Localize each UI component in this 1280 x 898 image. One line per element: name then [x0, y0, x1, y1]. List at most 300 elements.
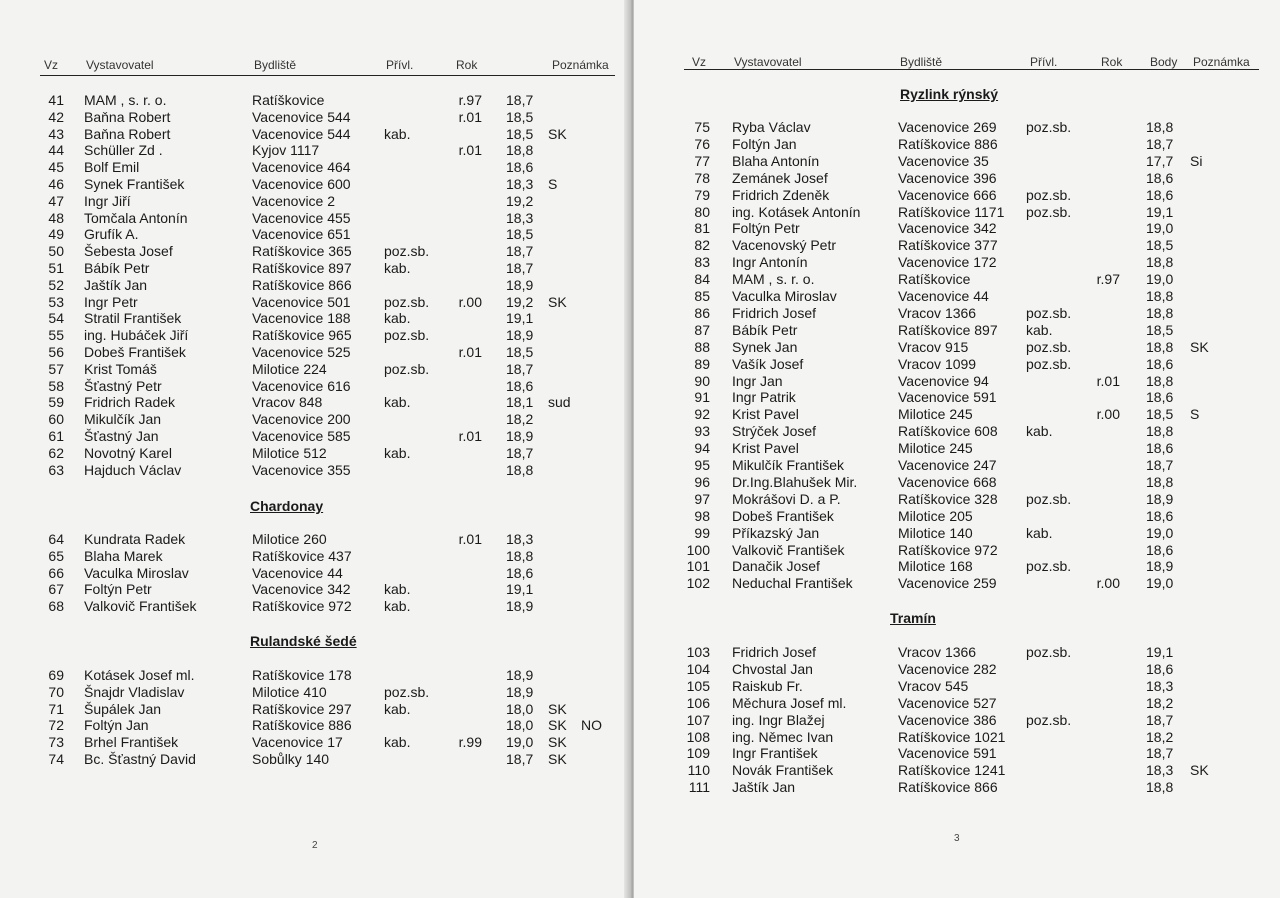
table-row — [634, 678, 1280, 695]
entry-number: 105 — [686, 677, 710, 694]
table-row — [634, 440, 1280, 457]
exhibitor-name: Strýček Josef — [732, 423, 817, 440]
table-row — [634, 271, 1280, 288]
residence: Vacenovice 342 — [252, 581, 351, 598]
note: SK — [548, 717, 567, 734]
score: 18,9 — [1146, 558, 1174, 575]
entry-number: 76 — [694, 135, 710, 152]
attribute: kab. — [384, 310, 411, 327]
score: 18,7 — [506, 360, 534, 377]
header-attr: Přívl. — [1030, 55, 1058, 69]
table-row — [0, 159, 630, 176]
entry-number: 51 — [48, 260, 64, 276]
residence: Ratíškovice 437 — [252, 547, 352, 564]
exhibitor-name: ing. Hubáček Jiří — [84, 327, 189, 344]
entry-number: 61 — [48, 428, 64, 444]
residence: Vacenovice 247 — [898, 457, 997, 473]
residence: Vacenovice 396 — [898, 169, 997, 186]
table-row — [0, 581, 630, 598]
score: 18,7 — [506, 751, 534, 767]
exhibitor-name: Blaha Antonín — [732, 152, 820, 169]
table-row — [0, 277, 630, 294]
entry-number: 68 — [48, 598, 64, 615]
residence: Ratíškovice 972 — [898, 541, 998, 558]
score: 18,8 — [1146, 119, 1174, 135]
residence: Ratíškovice 965 — [252, 327, 352, 344]
exhibitor-name: Foltýn Petr — [84, 581, 152, 598]
header-year: Rok — [1101, 55, 1123, 69]
vintage: r.01 — [1096, 372, 1120, 389]
entry-number: 96 — [694, 473, 710, 490]
vintage: r.00 — [458, 293, 482, 310]
attribute: poz.sb. — [1026, 644, 1072, 660]
residence: Vacenovice 527 — [898, 694, 997, 711]
score: 18,1 — [506, 394, 534, 411]
score: 19,2 — [506, 293, 534, 310]
score: 18,7 — [506, 444, 534, 461]
exhibitor-name: Dobeš František — [84, 344, 186, 360]
exhibitor-name: Chvostal Jan — [732, 660, 813, 677]
entry-number: 92 — [694, 406, 710, 423]
exhibitor-name: Valkovič František — [84, 598, 197, 615]
score: 17,7 — [1146, 152, 1174, 169]
residence: Vacenovice 188 — [252, 310, 351, 327]
entry-number: 106 — [686, 694, 710, 711]
entry-number: 101 — [686, 558, 710, 575]
score: 18,3 — [1146, 677, 1174, 694]
entry-number: 63 — [48, 461, 64, 478]
table-row — [0, 445, 630, 462]
table-row — [634, 661, 1280, 678]
table-row — [634, 779, 1280, 796]
attribute: poz.sb. — [1026, 119, 1072, 135]
residence: Vacenovice 386 — [898, 711, 997, 728]
header-attr: Přívl. — [386, 58, 414, 72]
score: 18,6 — [1146, 507, 1174, 524]
attribute: kab. — [1026, 524, 1053, 541]
residence: Ratíškovice — [252, 92, 325, 108]
exhibitor-name: Novotný Karel — [84, 444, 172, 461]
exhibitor-name: Bolf Emil — [84, 159, 140, 176]
exhibitor-name: Šťastný Jan — [84, 428, 159, 444]
entry-number: 54 — [48, 310, 64, 327]
score: 18,3 — [506, 209, 534, 226]
score: 18,5 — [1146, 237, 1174, 254]
entry-number: 108 — [686, 728, 710, 745]
score: 19,1 — [1146, 203, 1174, 220]
table-row — [634, 695, 1280, 712]
header-exhibitor: Vystavovatel — [86, 58, 154, 72]
exhibitor-name: Vašík Josef — [732, 355, 804, 372]
entry-number: 67 — [48, 581, 64, 598]
exhibitor-name: Vacenovský Petr — [732, 237, 837, 254]
entry-number: 77 — [694, 152, 710, 169]
table-row — [634, 644, 1280, 661]
score: 18,6 — [506, 377, 534, 394]
residence: Vacenovice 666 — [898, 186, 997, 203]
exhibitor-name: Blaha Marek — [84, 547, 163, 564]
page-left — [0, 0, 630, 898]
exhibitor-name: Fridrich Josef — [732, 304, 817, 321]
attribute: kab. — [384, 444, 411, 461]
entry-number: 60 — [48, 411, 64, 428]
residence: Vacenovice 269 — [898, 119, 997, 135]
entry-number: 78 — [694, 169, 710, 186]
score: 18,8 — [1146, 338, 1174, 355]
score: 19,1 — [506, 581, 534, 598]
exhibitor-name: Ingr František — [732, 745, 818, 762]
vintage: r.01 — [458, 428, 482, 444]
residence: Vacenovice 544 — [252, 125, 351, 142]
vintage: r.00 — [1096, 406, 1120, 423]
residence: Vacenovice 525 — [252, 344, 351, 360]
residence: Ratíškovice 866 — [898, 779, 998, 796]
note: SK — [548, 293, 567, 310]
exhibitor-name: Raiskub Fr. — [732, 677, 803, 694]
table-row — [634, 745, 1280, 762]
exhibitor-name: Stratil František — [84, 310, 182, 327]
exhibitor-name: Šebesta Josef — [84, 243, 173, 260]
score: 18,3 — [506, 176, 534, 192]
table-row — [634, 373, 1280, 390]
score: 18,8 — [1146, 254, 1174, 271]
residence: Vacenovice 94 — [898, 372, 989, 389]
entry-number: 86 — [694, 304, 710, 321]
exhibitor-name: Novák František — [732, 762, 834, 779]
page-right — [634, 0, 1280, 898]
score: 18,8 — [1146, 473, 1174, 490]
attribute: poz.sb. — [1026, 338, 1072, 355]
attribute: poz.sb. — [1026, 304, 1072, 321]
score: 18,6 — [1146, 186, 1174, 203]
header-year: Rok — [456, 58, 478, 72]
table-row — [0, 462, 630, 479]
score: 18,8 — [506, 142, 534, 159]
exhibitor-name: Ingr Petr — [84, 293, 138, 310]
entry-number: 73 — [48, 734, 64, 751]
note: Si — [1190, 152, 1203, 169]
exhibitor-name: Foltýn Jan — [732, 135, 797, 152]
entry-number: 79 — [694, 186, 710, 203]
table-row — [0, 565, 630, 582]
exhibitor-name: Fridrich Zdeněk — [732, 186, 830, 203]
table-row — [634, 204, 1280, 221]
score: 18,5 — [506, 125, 534, 142]
table-row — [0, 684, 630, 701]
exhibitor-name: MAM , s. r. o. — [732, 271, 815, 288]
residence: Ratíškovice 377 — [898, 237, 998, 254]
note-extra: NO — [581, 717, 602, 734]
note: SK — [548, 751, 567, 767]
section-heading: Tramín — [890, 610, 936, 626]
attribute: poz.sb. — [384, 360, 430, 377]
table-row — [634, 491, 1280, 508]
exhibitor-name: Fridrich Josef — [732, 644, 817, 660]
vintage: r.97 — [1096, 271, 1120, 288]
note: SK — [1190, 762, 1209, 779]
score: 18,5 — [506, 344, 534, 360]
score: 18,2 — [1146, 728, 1174, 745]
residence: Ratíškovice 178 — [252, 667, 352, 683]
attribute: kab. — [384, 394, 411, 411]
table-row — [634, 474, 1280, 491]
exhibitor-name: Foltýn Petr — [732, 220, 800, 237]
entry-number: 102 — [686, 575, 710, 592]
table-row — [0, 361, 630, 378]
table-row — [634, 288, 1280, 305]
score: 18,9 — [506, 598, 534, 615]
residence: Sobůlky 140 — [252, 751, 330, 767]
residence: Vacenovice 668 — [898, 473, 997, 490]
exhibitor-name: Dobeš František — [732, 507, 834, 524]
exhibitor-name: Příkazský Jan — [732, 524, 820, 541]
entry-number: 90 — [694, 372, 710, 389]
score: 18,8 — [1146, 423, 1174, 440]
entry-number: 57 — [48, 360, 64, 377]
table-row — [0, 734, 630, 751]
entry-number: 45 — [48, 159, 64, 176]
residence: Milotice 260 — [252, 531, 327, 547]
score: 19,1 — [1146, 644, 1174, 660]
exhibitor-name: Šťastný Petr — [84, 377, 162, 394]
note: SK — [548, 700, 567, 717]
header-vz: Vz — [44, 58, 59, 72]
score: 19,0 — [1146, 575, 1174, 592]
table-row — [634, 575, 1280, 592]
residence: Milotice 205 — [898, 507, 973, 524]
exhibitor-name: Synek Jan — [732, 338, 798, 355]
vintage: r.01 — [458, 108, 482, 125]
residence: Vracov 1366 — [898, 644, 977, 660]
note: S — [1190, 406, 1200, 423]
attribute: kab. — [384, 598, 411, 615]
entry-number: 48 — [48, 209, 64, 226]
page-number: 3 — [954, 833, 960, 844]
score: 18,9 — [1146, 490, 1174, 507]
entry-number: 66 — [48, 564, 64, 581]
table-row — [634, 136, 1280, 153]
entry-number: 84 — [694, 271, 710, 288]
table-row — [634, 389, 1280, 406]
score: 18,7 — [1146, 457, 1174, 473]
entry-number: 46 — [48, 176, 64, 192]
exhibitor-name: Ingr Jiří — [84, 192, 131, 209]
residence: Vacenovice 501 — [252, 293, 351, 310]
residence: Vracov 545 — [898, 677, 969, 694]
entry-number: 62 — [48, 444, 64, 461]
score: 18,7 — [1146, 711, 1174, 728]
score: 18,6 — [1146, 389, 1174, 406]
score: 18,8 — [1146, 372, 1174, 389]
header-rule — [684, 69, 1259, 70]
note: SK — [548, 734, 567, 751]
entry-number: 47 — [48, 192, 64, 209]
table-row — [0, 344, 630, 361]
exhibitor-name: Ingr Patrik — [732, 389, 796, 406]
exhibitor-name: Mikulčík Jan — [84, 411, 162, 428]
table-row — [0, 176, 630, 193]
entry-number: 91 — [694, 389, 710, 406]
residence: Vacenovice 600 — [252, 176, 351, 192]
table-row — [0, 411, 630, 428]
residence: Vacenovice 455 — [252, 209, 351, 226]
entry-number: 82 — [694, 237, 710, 254]
exhibitor-name: Valkovič František — [732, 541, 845, 558]
vintage: r.97 — [458, 92, 482, 108]
score: 18,5 — [1146, 321, 1174, 338]
exhibitor-name: Synek František — [84, 176, 185, 192]
score: 18,2 — [1146, 694, 1174, 711]
entry-number: 69 — [48, 667, 64, 683]
residence: Vacenovice 17 — [252, 734, 343, 751]
score: 18,5 — [506, 108, 534, 125]
attribute: poz.sb. — [1026, 203, 1072, 220]
vintage: r.01 — [458, 344, 482, 360]
attribute: poz.sb. — [384, 327, 430, 344]
residence: Ratíškovice 897 — [252, 260, 352, 276]
entry-number: 110 — [687, 762, 710, 779]
exhibitor-name: Baňna Robert — [84, 125, 171, 142]
score: 18,8 — [1146, 304, 1174, 321]
entry-number: 97 — [694, 490, 710, 507]
score: 19,0 — [1146, 220, 1174, 237]
entry-number: 80 — [694, 203, 710, 220]
residence: Vacenovice 282 — [898, 660, 997, 677]
table-row — [634, 356, 1280, 373]
entry-number: 95 — [694, 457, 710, 473]
exhibitor-name: ing. Němec Ivan — [732, 728, 834, 745]
residence: Milotice 245 — [898, 440, 973, 457]
table-row — [634, 525, 1280, 542]
attribute: kab. — [384, 260, 411, 276]
exhibitor-name: Schüller Zd . — [84, 142, 163, 159]
residence: Vacenovice 651 — [252, 226, 351, 243]
table-row — [634, 558, 1280, 575]
residence: Vacenovice 585 — [252, 428, 351, 444]
residence: Ratíškovice 972 — [252, 598, 352, 615]
attribute: poz.sb. — [384, 293, 430, 310]
header-note: Poznámka — [1193, 55, 1250, 69]
table-row — [634, 423, 1280, 440]
table-row — [634, 339, 1280, 356]
score: 18,5 — [506, 226, 534, 243]
score: 18,8 — [506, 547, 534, 564]
vintage: r.01 — [458, 142, 482, 159]
entry-number: 58 — [48, 377, 64, 394]
table-row — [634, 305, 1280, 322]
section-heading: Chardonay — [250, 498, 324, 514]
entry-number: 83 — [694, 254, 710, 271]
entry-number: 100 — [686, 541, 710, 558]
entry-number: 42 — [48, 108, 64, 125]
exhibitor-name: Grufík A. — [84, 226, 139, 243]
score: 18,9 — [506, 667, 534, 683]
residence: Ratíškovice 1171 — [898, 203, 1005, 220]
table-row — [634, 220, 1280, 237]
entry-number: 53 — [48, 293, 64, 310]
entry-number: 93 — [694, 423, 710, 440]
table-row — [634, 406, 1280, 423]
table-row — [0, 142, 630, 159]
residence: Milotice 224 — [252, 360, 327, 377]
residence: Vracov 848 — [252, 394, 323, 411]
exhibitor-name: Bábík Petr — [732, 321, 798, 338]
residence: Vacenovice 259 — [898, 575, 997, 592]
table-row — [0, 310, 630, 327]
attribute: kab. — [1026, 423, 1053, 440]
exhibitor-name: Baňna Robert — [84, 108, 171, 125]
score: 18,7 — [1146, 745, 1174, 762]
table-row — [634, 153, 1280, 170]
note: sud — [548, 394, 571, 411]
entry-number: 99 — [694, 524, 710, 541]
table-row — [634, 712, 1280, 729]
entry-number: 50 — [48, 243, 64, 260]
residence: Vacenovice 355 — [252, 461, 351, 478]
table-row — [0, 92, 630, 109]
score: 19,0 — [1146, 271, 1174, 288]
exhibitor-name: Šnajdr Vladislav — [84, 683, 185, 700]
residence: Vacenovice 544 — [252, 108, 351, 125]
residence: Vacenovice 591 — [898, 389, 997, 406]
attribute: poz.sb. — [384, 683, 430, 700]
exhibitor-name: Kundrata Radek — [84, 531, 186, 547]
table-row — [634, 237, 1280, 254]
table-row — [0, 548, 630, 565]
residence: Vracov 915 — [898, 338, 969, 355]
exhibitor-name: Danačik Josef — [732, 558, 820, 575]
exhibitor-name: Kotásek Josef ml. — [84, 667, 195, 683]
table-row — [0, 126, 630, 143]
score: 18,9 — [506, 276, 534, 293]
residence: Vacenovice 44 — [252, 564, 343, 581]
note: SK — [1190, 338, 1209, 355]
score: 18,3 — [506, 531, 534, 547]
residence: Ratíškovice 886 — [252, 717, 352, 734]
section-heading: Ryzlink rýnský — [900, 86, 999, 102]
score: 18,3 — [1146, 762, 1174, 779]
score: 18,6 — [506, 159, 534, 176]
exhibitor-name: Tomčala Antonín — [84, 209, 188, 226]
score: 19,0 — [1146, 524, 1174, 541]
attribute: poz.sb. — [1026, 490, 1072, 507]
table-row — [0, 428, 630, 445]
entry-number: 52 — [48, 276, 64, 293]
table-row — [0, 294, 630, 311]
residence: Vacenovice 35 — [898, 152, 989, 169]
exhibitor-name: Krist Tomáš — [84, 360, 157, 377]
table-row — [0, 193, 630, 210]
header-vz: Vz — [692, 55, 707, 69]
score: 18,9 — [506, 327, 534, 344]
score: 18,6 — [1146, 660, 1174, 677]
note: S — [548, 176, 558, 192]
residence: Vacenovice 172 — [898, 254, 997, 271]
entry-number: 75 — [694, 119, 710, 135]
entry-number: 55 — [48, 327, 64, 344]
residence: Ratíškovice 365 — [252, 243, 352, 260]
score: 18,6 — [1146, 355, 1174, 372]
residence: Vacenovice 2 — [252, 192, 336, 209]
attribute: kab. — [1026, 321, 1053, 338]
header-rule — [40, 75, 615, 76]
score: 18,6 — [1146, 169, 1174, 186]
residence: Vacenovice 591 — [898, 745, 997, 762]
score: 18,7 — [506, 92, 534, 108]
header-residence: Bydliště — [254, 58, 297, 72]
exhibitor-name: Bábík Petr — [84, 260, 150, 276]
vintage: r.01 — [458, 531, 482, 547]
